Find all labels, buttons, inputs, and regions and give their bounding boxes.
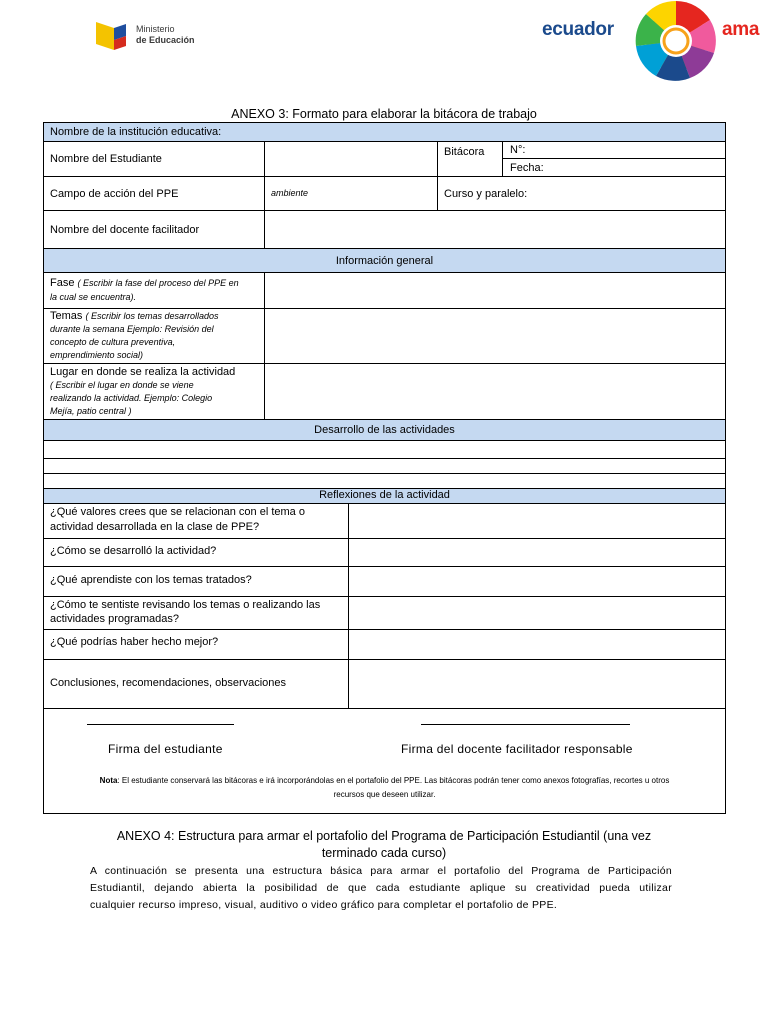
q1-line1: ¿Qué valores crees que se relacionan con el tema o (50, 506, 305, 518)
campo-value: ambiente (271, 188, 309, 198)
lugar-hint-3: Mejía, patio central ) (50, 406, 132, 416)
fase-label-line (50, 277, 239, 290)
reflexiones-heading: Reflexiones de la actividad (319, 489, 450, 501)
note-line2: recursos que deseen utilizar. (333, 790, 436, 799)
temas-label-line (50, 310, 219, 323)
anexo4-paragraph-line2: Estudiantil, dejando abierta la posibilidad de que cada estudiante aplique su creatividad pueda utilizar (90, 882, 672, 894)
q3-answer-field[interactable] (348, 566, 726, 597)
ecuador-sun-logo (632, 0, 720, 82)
anexo4-paragraph-line1: A continuación se presenta una estructura básica para armar el portafolio del Programa de Participación (90, 865, 672, 877)
temas-field[interactable] (264, 308, 726, 364)
temas-hint-3: concepto de cultura preventiva, (50, 337, 176, 347)
lugar-hint-2: realizando la actividad. Ejemplo: Colegio (50, 393, 213, 403)
bitacora-number-label: N°: (510, 144, 526, 156)
ministry-flag-logo (96, 20, 134, 54)
desarrollo-heading: Desarrollo de las actividades (314, 424, 455, 436)
temas-hint-4: emprendimiento social) (50, 350, 144, 360)
institution-label: Nombre de la institución educativa: (50, 126, 222, 138)
ministry-name (136, 24, 195, 46)
bitacora-label: Bitácora (444, 146, 485, 158)
temas-hint-1: ( Escribir los temas desarrollados (85, 311, 219, 321)
desarrollo-line-1[interactable] (43, 440, 726, 459)
student-label: Nombre del Estudiante (50, 153, 162, 165)
curso-label: Curso y paralelo: (444, 188, 528, 200)
lugar-hint-1: ( Escribir el lugar en donde se viene (50, 380, 194, 390)
student-signature-line[interactable] (87, 724, 234, 725)
bitacora-date-label: Fecha: (510, 162, 544, 174)
anexo4-title-line1: ANEXO 4: Estructura para armar el portafolio del Programa de Participación Estudiantil (una vez (116, 829, 652, 843)
q5-text: ¿Qué podrías haber hecho mejor? (50, 636, 219, 648)
docente-label: Nombre del docente facilitador (50, 224, 200, 236)
fase-hint-2: la cual se encuentra). (50, 292, 137, 302)
ecuador-brand-suffix: ama (722, 19, 760, 40)
note-label: Nota (99, 776, 118, 785)
q4-line2: actividades programadas? (50, 613, 180, 625)
ministry-line2: de Educación (136, 35, 195, 45)
note-text-1: : El estudiante conservará las bitácoras e irá incorporándolas en el portafolio del PPE. Las bitácoras podrán tener como anexos fotografías, recortes u otros (117, 776, 670, 785)
q3-text: ¿Qué aprendiste con los temas tratados? (50, 574, 252, 586)
fase-hint-1: ( Escribir la fase del proceso del PPE en (77, 278, 239, 288)
q1-line2: actividad desarrollada en la clase de PPE? (50, 521, 260, 533)
lugar-label: Lugar en donde se realiza la actividad (50, 366, 236, 378)
q5-answer-field[interactable] (348, 629, 726, 660)
temas-label: Temas (50, 310, 83, 322)
student-name-field[interactable] (264, 141, 438, 177)
note-line1 (43, 774, 726, 787)
q1-answer-field[interactable] (348, 503, 726, 539)
anexo4-title-line2: terminado cada curso) (321, 846, 447, 860)
q4-line1: ¿Cómo te sentiste revisando los temas o realizando las (50, 599, 321, 611)
teacher-signature-label: Firma del docente facilitador responsable (401, 742, 633, 756)
q4-answer-field[interactable] (348, 596, 726, 630)
ecuador-brand-word: ecuador (542, 19, 614, 40)
anexo4-paragraph-line3: cualquier recurso impreso, visual, auditivo o video gráfico para completar el portafolio de PPE. (90, 899, 558, 911)
fase-field[interactable] (264, 272, 726, 309)
q2-text: ¿Cómo se desarrolló la actividad? (50, 545, 217, 557)
teacher-signature-line[interactable] (421, 724, 630, 725)
q6-text: Conclusiones, recomendaciones, observaciones (50, 677, 287, 689)
desarrollo-line-2[interactable] (43, 458, 726, 474)
temas-hint-2: durante la semana Ejemplo: Revisión del (50, 324, 214, 334)
lugar-field[interactable] (264, 363, 726, 420)
info-general-heading: Información general (335, 255, 434, 267)
ministry-line1: Ministerio (136, 24, 175, 34)
student-signature-label: Firma del estudiante (108, 742, 223, 756)
bitacora-number-field[interactable] (502, 141, 726, 159)
q6-answer-field[interactable] (348, 659, 726, 709)
q2-answer-field[interactable] (348, 538, 726, 567)
docente-field[interactable] (264, 210, 726, 249)
anexo3-title: ANEXO 3: Formato para elaborar la bitácora de trabajo (231, 107, 537, 121)
desarrollo-line-3[interactable] (43, 473, 726, 489)
fase-label: Fase (50, 277, 75, 289)
campo-label: Campo de acción del PPE (50, 188, 179, 200)
